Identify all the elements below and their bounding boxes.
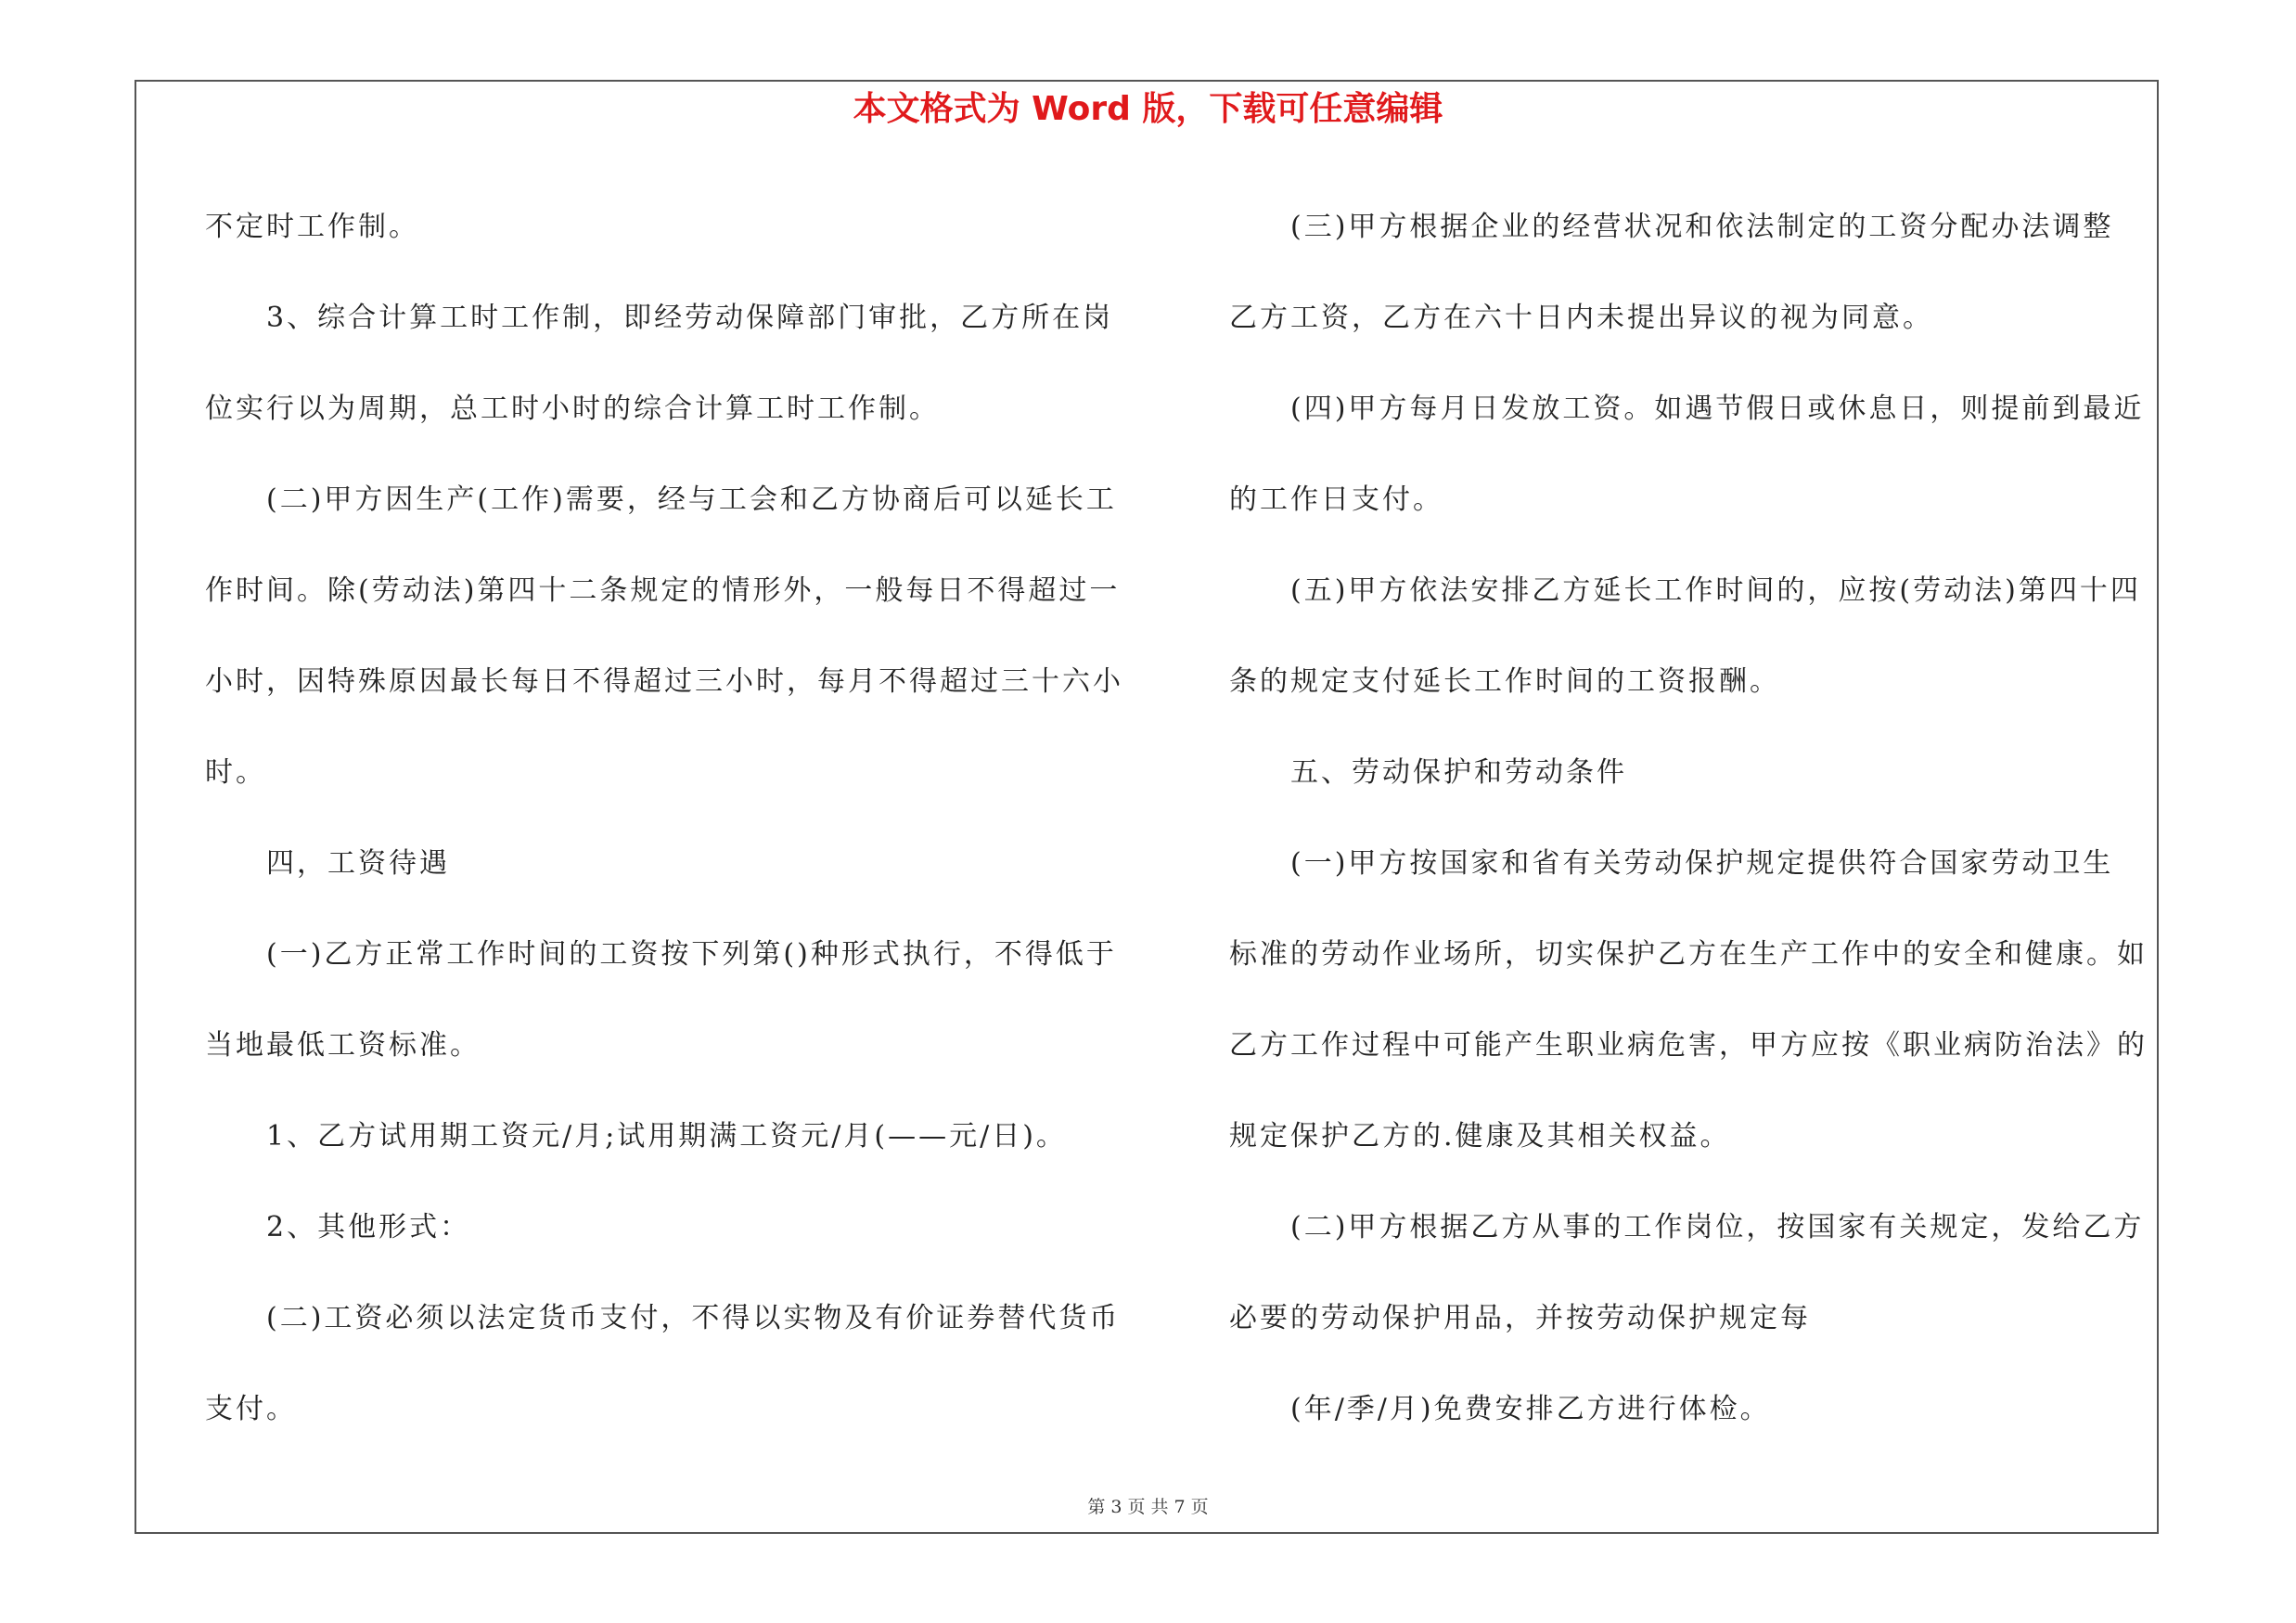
paragraph-line: 作时间。除(劳动法)第四十二条规定的情形外，一般每日不得超过一: [205, 574, 1121, 607]
paragraph-line: 3、综合计算工时工作制，即经劳动保障部门审批，乙方所在岗: [266, 302, 1114, 334]
paragraph-line: 乙方工资，乙方在六十日内未提出异议的视为同意。: [1229, 302, 1933, 334]
word-format-banner: 本文格式为 Word 版，下载可任意编辑: [853, 90, 1443, 128]
left-text-column: [205, 182, 1133, 1455]
section-heading: 四，工资待遇: [266, 847, 450, 880]
paragraph-line: 1、乙方试用期工资元/月;试用期满工资元/月(——元/日)。: [266, 1120, 1067, 1153]
paragraph-line: (二)甲方因生产(工作)需要，经与工会和乙方协商后可以延长工: [266, 483, 1117, 516]
paragraph-line: 2、其他形式：: [266, 1211, 471, 1243]
paragraph-line: (一)甲方按国家和省有关劳动保护规定提供符合国家劳动卫生: [1290, 847, 2114, 880]
paragraph-line: (二)工资必须以法定货币支付，不得以实物及有价证券替代货币: [266, 1302, 1121, 1334]
paragraph-line: 时。: [205, 756, 266, 789]
right-text-column: [1229, 182, 2157, 1455]
paragraph-line: (五)甲方依法安排乙方延长工作时间的，应按(劳动法)第四十四: [1290, 574, 2141, 607]
paragraph-line: 不定时工作制。: [205, 211, 419, 243]
paragraph-line: (三)甲方根据企业的经营状况和依法制定的工资分配办法调整: [1290, 211, 2114, 243]
page-number-footer: 第 3 页 共 7 页: [1087, 1497, 1209, 1517]
paragraph-line: 当地最低工资标准。: [205, 1029, 481, 1062]
paragraph-line: (四)甲方每月日发放工资。如遇节假日或休息日，则提前到最近: [1290, 393, 2145, 425]
paragraph-line: 位实行以为周期，总工时小时的综合计算工时工作制。: [205, 393, 940, 425]
paragraph-line: 必要的劳动保护用品，并按劳动保护规定每: [1229, 1302, 1811, 1334]
paragraph-line: 支付。: [205, 1393, 297, 1425]
section-heading: 五、劳动保护和劳动条件: [1290, 756, 1627, 789]
paragraph-line: 乙方工作过程中可能产生职业病危害，甲方应按《职业病防治法》的: [1229, 1029, 2148, 1062]
paragraph-line: 小时，因特殊原因最长每日不得超过三小时，每月不得超过三十六小: [205, 665, 1123, 698]
paragraph-line: (一)乙方正常工作时间的工资按下列第()种形式执行，不得低于: [266, 938, 1117, 971]
paragraph-line: 规定保护乙方的.健康及其相关权益。: [1229, 1120, 1731, 1153]
paragraph-line: 的工作日支付。: [1229, 483, 1443, 516]
paragraph-line: 标准的劳动作业场所，切实保护乙方在生产工作中的安全和健康。如: [1229, 938, 2148, 971]
paragraph-line: (年/季/月)免费安排乙方进行体检。: [1290, 1393, 1771, 1425]
paragraph-line: (二)甲方根据乙方从事的工作岗位，按国家有关规定，发给乙方: [1290, 1211, 2145, 1243]
paragraph-line: 条的规定支付延长工作时间的工资报酬。: [1229, 665, 1780, 698]
